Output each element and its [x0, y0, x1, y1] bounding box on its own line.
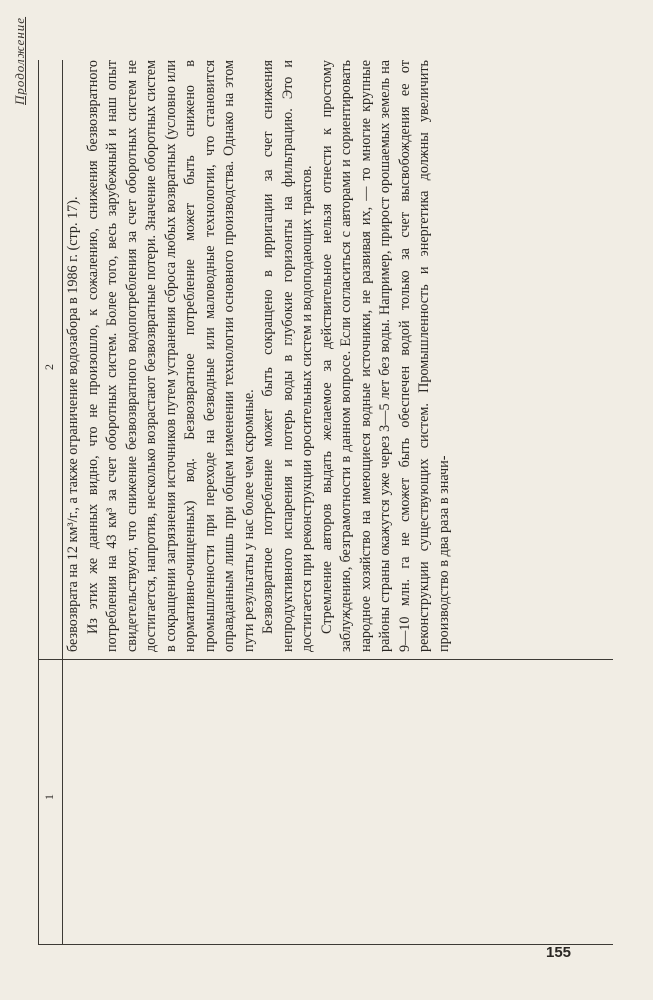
page-number: 155	[546, 944, 572, 961]
column-divider	[38, 659, 613, 660]
table-top-rule	[38, 60, 39, 945]
column-2-text	[64, 60, 454, 652]
paragraph-4: Стремление авторов выдать желаемое за действительное нельзя отнести к простому заблуждению, безграмотности в данном вопросе. Если согласиться с авторами и сориентировать народное хозяйство на имеющиеся водные источники, не развивая их, — то многие крупные районы страны окажутся уже через 3—5 лет без воды. Например, прирост орошаемых земель на 9—10 млн. га не сможет быть обеспечен водой только за счет высвобождения ее от реконструкции существующих систем. Промышленность и энергетика должны увеличить производство в два раза в значи-	[318, 60, 452, 652]
paragraph-2: Из этих же данных видно, что не произошло, к сожалению, снижения безвозвратного потребления на 43 км³ за счет оборотных систем. Более того, весь зарубежный и наш опыт свидетельствуют, что снижение безвозвратного водопотребления за счет оборотных систем не достигается, напротив, несколько возрастают безвозвратные потери. Значение оборотных систем в сокращении загрязнения источников путем устранения сброса любых возвратных (условно или нормативно-очищенных) вод. Безвозвратное потребление может быть снижено в промышленности при переходе на безводные или маловодные технологии, что становится оправданным лишь при общем изменении технологии основного производства. Однако на этом пути результаты у нас более чем скромные.	[84, 60, 257, 652]
column-1-number: 1	[42, 794, 56, 800]
continuation-label: Продолжение	[12, 16, 27, 105]
table-header-rule	[62, 60, 63, 945]
column-2-number: 2	[42, 364, 56, 370]
table-left-border	[38, 944, 613, 945]
paragraph-3: Безвозвратное потребление может быть сокращено в ирригации за счет снижения непродуктивного испарения и потерь воды в глубокие горизонты на фильтрацию. Это и достигается при реконструкции оросительных систем и водоподающих трактов.	[260, 60, 315, 652]
paragraph-1: безвозврата на 12 км³/г., а также ограничение водозабора в 1986 г. (стр. 17).	[65, 196, 81, 652]
